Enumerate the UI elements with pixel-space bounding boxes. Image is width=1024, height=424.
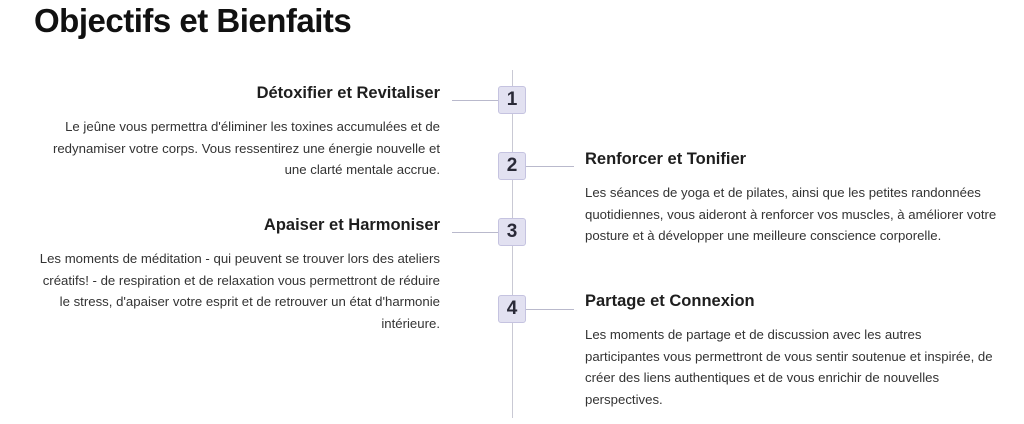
timeline-connector-4: [526, 309, 574, 310]
page-title: Objectifs et Bienfaits: [34, 2, 352, 39]
item-description: Les moments de partage et de discussion avec les autres participantes vous permettront de vous sentir soutenue et inspirée, de créer des liens authentiques et de vous enrichir de nouvelles perspectives.: [585, 327, 993, 407]
timeline-connector-3: [452, 232, 498, 233]
step-badge-1: 1: [498, 86, 526, 114]
item-description: Le jeûne vous permettra d'éliminer les toxines accumulées et de redynamiser votre corps. Vous ressentirez une énergie nouvelle et une clarté mentale accrue.: [52, 119, 440, 177]
timeline-item-4: [585, 292, 997, 410]
timeline-connector-1: [452, 100, 498, 101]
step-badge-2: 2: [498, 152, 526, 180]
item-description: Les moments de méditation - qui peuvent se trouver lors des ateliers créatifs! - de respiration et de relaxation vous permettront de réduire le stress, d'apaiser votre esprit et de retrouver un état d'harmonie intérieure.: [39, 251, 440, 331]
timeline-item-3: [34, 216, 440, 334]
step-badge-3: 3: [498, 218, 526, 246]
timeline-connector-2: [526, 166, 574, 167]
item-title: Apaiser et Harmoniser: [263, 216, 440, 234]
item-title: Partage et Connexion: [585, 292, 755, 310]
item-title: Détoxifier et Revitaliser: [256, 84, 440, 102]
item-description: Les séances de yoga et de pilates, ainsi que les petites randonnées quotidiennes, vous aideront à renforcer vos muscles, à améliorer votre posture et à développer une meilleure conscience corporelle.: [585, 185, 997, 243]
timeline-item-2: [585, 150, 997, 247]
item-title: Renforcer et Tonifier: [585, 150, 747, 168]
timeline-item-1: [34, 84, 440, 181]
step-badge-4: 4: [498, 295, 526, 323]
